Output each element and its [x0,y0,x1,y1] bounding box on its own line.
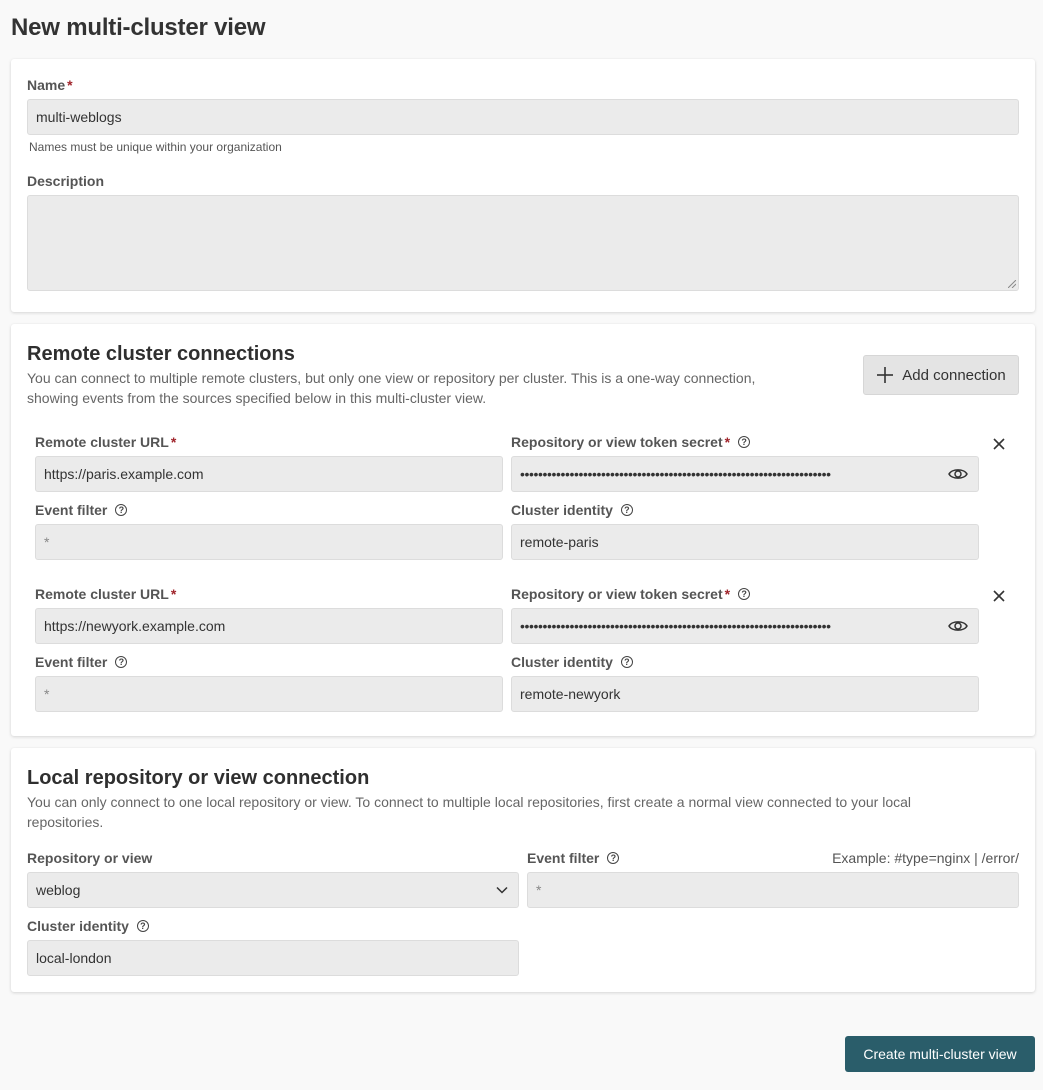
remote-url-label-text: Remote cluster URL [35,434,169,450]
help-circle-icon[interactable]: ? [738,436,750,448]
token-secret-input[interactable] [511,608,979,644]
remote-url-label-text: Remote cluster URL [35,586,169,602]
cluster-identity-value: remote-paris [520,534,599,550]
eye-icon[interactable] [948,467,968,481]
local-section-title: Local repository or view connection [27,767,370,789]
plus-icon [876,366,894,384]
remove-connection-close-icon[interactable] [993,438,1005,450]
add-connection-button[interactable] [863,355,1019,395]
add-connection-label: Add connection [902,366,1006,384]
local-event-filter-placeholder: * [536,882,542,898]
local-cluster-identity-label [27,918,149,934]
remote-description [27,368,847,408]
create-multi-cluster-view-button[interactable]: Create multi-cluster view [845,1036,1035,1072]
token-secret-label [511,586,750,602]
remote-section-title: Remote cluster connections [27,343,295,365]
resize-handle-icon[interactable] [1008,280,1016,288]
event-filter-placeholder: * [44,686,50,702]
local-connection-card [11,748,1035,992]
chevron-down-icon [496,885,508,895]
event-filter-placeholder: * [44,534,50,550]
required-marker: * [724,434,731,450]
event-filter-input[interactable] [35,676,503,712]
required-marker: * [170,434,177,450]
required-marker: * [170,586,177,602]
token-secret-value: ••••••••••••••••••••••••••••••••••••••••••••••••••••••••••••••••••••• [520,618,831,634]
token-secret-label [511,434,750,450]
local-event-filter-label [527,850,619,866]
local-description [27,792,1017,832]
remote-url-value: https://newyork.example.com [44,618,226,634]
remote-connections-card [11,324,1035,736]
repository-select[interactable] [27,872,519,908]
cluster-identity-input[interactable] [511,676,979,712]
remote-url-input[interactable] [35,608,503,644]
event-filter-label [35,502,127,518]
token-secret-value: ••••••••••••••••••••••••••••••••••••••••••••••••••••••••••••••••••••• [520,466,831,482]
cluster-identity-label-text: Cluster identity [511,654,613,670]
general-card [11,59,1035,312]
cluster-identity-label [511,502,633,518]
remote-description-line1: You can connect to multiple remote clusters, but only one view or repository per cluster. This is a one-way connection, [27,370,756,386]
remote-description-line2: showing events from the sources specified below in this multi-cluster view. [27,390,487,406]
eye-icon[interactable] [948,619,968,633]
repository-label [27,850,152,866]
cluster-identity-input[interactable] [511,524,979,560]
remote-url-label [35,434,176,450]
event-filter-label [35,654,127,670]
token-secret-input[interactable] [511,456,979,492]
name-label [27,77,73,93]
name-input-value: multi-weblogs [36,109,122,125]
name-input[interactable] [27,99,1019,135]
help-circle-icon[interactable]: ? [621,504,633,516]
help-circle-icon[interactable]: ? [115,504,127,516]
help-circle-icon[interactable]: ? [137,920,149,932]
remote-url-label [35,586,176,602]
required-marker: * [67,77,73,93]
cluster-identity-label-text: Cluster identity [511,502,613,518]
required-marker: * [724,586,731,602]
event-filter-label-text: Event filter [35,502,108,518]
local-cluster-identity-input[interactable] [27,940,519,976]
help-circle-icon[interactable]: ? [738,588,750,600]
repository-select-value: weblog [36,882,81,898]
description-textarea[interactable] [27,195,1019,291]
help-circle-icon[interactable]: ? [607,852,619,864]
local-cluster-identity-label-text: Cluster identity [27,918,129,934]
remote-url-value: https://paris.example.com [44,466,204,482]
help-circle-icon[interactable]: ? [621,656,633,668]
page-title: New multi-cluster view [11,14,266,41]
event-filter-example: Example: #type=nginx | /error/ [832,850,1019,866]
cluster-identity-label [511,654,633,670]
description-label [27,173,104,189]
token-secret-label-text: Repository or view token secret [511,586,723,602]
local-event-filter-input[interactable] [527,872,1019,908]
token-secret-label-text: Repository or view token secret [511,434,723,450]
event-filter-input[interactable] [35,524,503,560]
local-cluster-identity-value: local-london [36,950,112,966]
description-label-text: Description [27,173,105,189]
name-hint: Names must be unique within your organization [29,140,282,154]
local-event-filter-label-text: Event filter [527,850,600,866]
event-filter-label-text: Event filter [35,654,108,670]
local-description-line1: You can only connect to one local repository or view. To connect to multiple local repositories, first create a normal view connected to your local [27,794,912,810]
remote-url-input[interactable] [35,456,503,492]
local-description-line2: repositories. [27,814,104,830]
cluster-identity-value: remote-newyork [520,686,621,702]
help-circle-icon[interactable]: ? [115,656,127,668]
repository-label-text: Repository or view [27,850,153,866]
name-label-text: Name [27,77,66,93]
remove-connection-close-icon[interactable] [993,590,1005,602]
